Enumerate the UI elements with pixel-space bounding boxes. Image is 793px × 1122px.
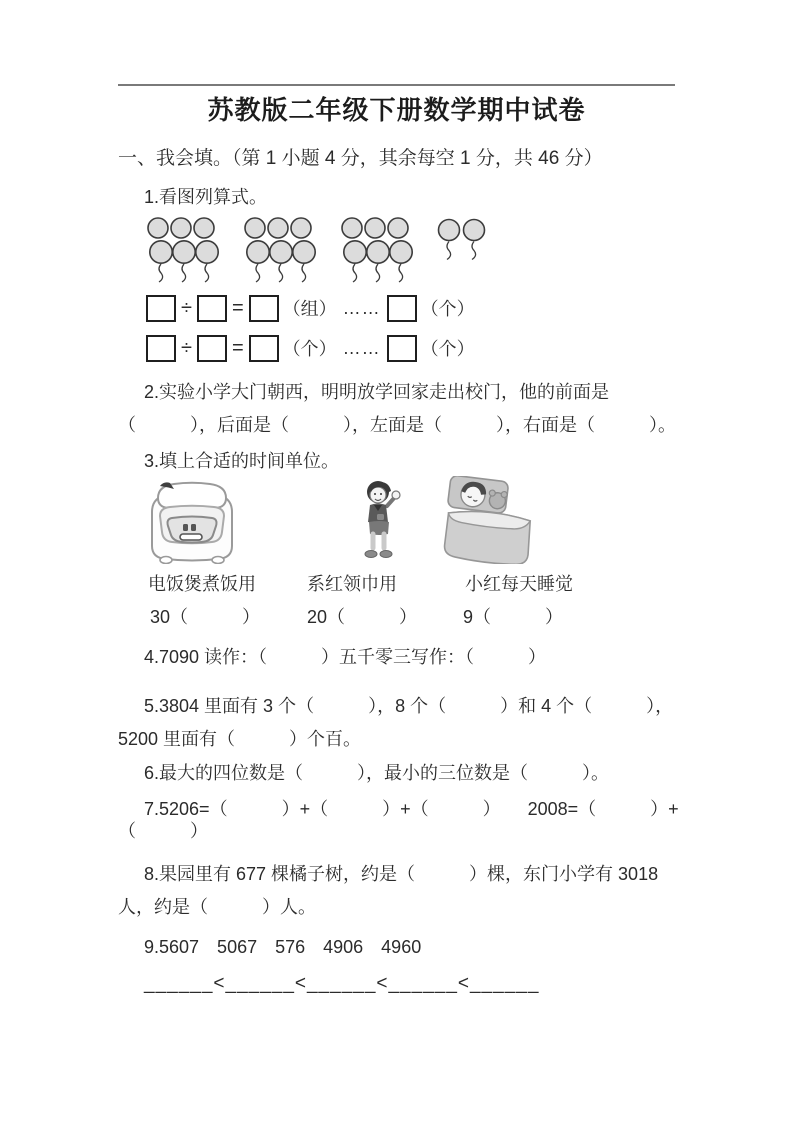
page-content bbox=[118, 84, 693, 996]
question-5-text: 5.3804 里面有 3 个（ ），8 个（ ）和 4 个（ ），5200 里面有（ ）个百。 bbox=[118, 696, 674, 749]
unit-label-pieces: （个） bbox=[282, 339, 337, 359]
question-9-compare-line: ______<______<______<______<______ bbox=[144, 973, 540, 994]
value-20: 20（ ） bbox=[307, 607, 418, 627]
question-3-values bbox=[118, 603, 693, 627]
answer-box bbox=[387, 295, 417, 322]
boy-red-scarf-illustration bbox=[354, 476, 404, 564]
answer-box bbox=[146, 295, 176, 322]
answer-box bbox=[249, 295, 279, 322]
answer-box bbox=[197, 335, 227, 362]
equation-row-2 bbox=[144, 332, 693, 364]
answer-box bbox=[249, 335, 279, 362]
divide-sign: ÷ bbox=[181, 337, 192, 359]
equals-sign: = bbox=[231, 297, 244, 319]
unit-label-pieces: （个） bbox=[420, 339, 475, 359]
rice-cooker-illustration bbox=[136, 476, 248, 564]
question-9-numbers: 9.5607 5067 576 4906 4960 bbox=[144, 937, 422, 957]
caption-red-scarf: 系红领巾用 bbox=[307, 574, 397, 594]
question-3-captions bbox=[118, 570, 693, 594]
top-horizontal-rule bbox=[118, 84, 675, 86]
section-1-heading: 一、我会填。（第 1 小题 4 分，其余每空 1 分，共 46 分） bbox=[118, 148, 603, 169]
unit-label-pieces: （个） bbox=[420, 299, 475, 319]
caption-rice-cooker: 电饭煲煮饭用 bbox=[148, 574, 256, 594]
caption-sleeping: 小红每天睡觉 bbox=[465, 574, 573, 594]
question-8-text: 8.果园里有 677 棵橘子树，约是（ ）棵，东门小学有 3018 人，约是（ ）人。 bbox=[118, 864, 659, 917]
answer-box bbox=[146, 335, 176, 362]
value-9: 9（ ） bbox=[463, 607, 564, 627]
equation-row-1 bbox=[144, 292, 693, 324]
divide-sign: ÷ bbox=[181, 297, 192, 319]
question-7-text: 7.5206=（ ）+（ ）+（ ） 2008=（ ）+（ ） bbox=[118, 799, 679, 841]
value-30: 30（ ） bbox=[150, 607, 261, 627]
balloons-figure bbox=[138, 212, 698, 288]
question-6-text: 6.最大的四位数是（ ），最小的三位数是（ ）。 bbox=[144, 763, 610, 783]
answer-box bbox=[197, 295, 227, 322]
unit-label-groups: （组） bbox=[282, 299, 337, 319]
question-3-label: 3.填上合适的时间单位。 bbox=[144, 451, 340, 471]
question-3-images bbox=[118, 476, 693, 564]
question-4-text: 4.7090 读作：（ ）五千零三写作：（ ） bbox=[144, 647, 547, 667]
question-2-text: 2.实验小学大门朝西，明明放学回家走出校门，他的前面是（ ），后面是（ ），左面是（ ），右面是（ ）。 bbox=[118, 382, 676, 435]
equals-sign: = bbox=[231, 337, 244, 359]
question-1-label: 1.看图列算式。 bbox=[144, 187, 268, 207]
girl-sleeping-illustration bbox=[440, 476, 540, 564]
answer-box bbox=[387, 335, 417, 362]
remainder-dots: …… bbox=[342, 297, 381, 318]
page-title: 苏教版二年级下册数学期中试卷 bbox=[207, 95, 586, 125]
remainder-dots: …… bbox=[342, 337, 381, 358]
